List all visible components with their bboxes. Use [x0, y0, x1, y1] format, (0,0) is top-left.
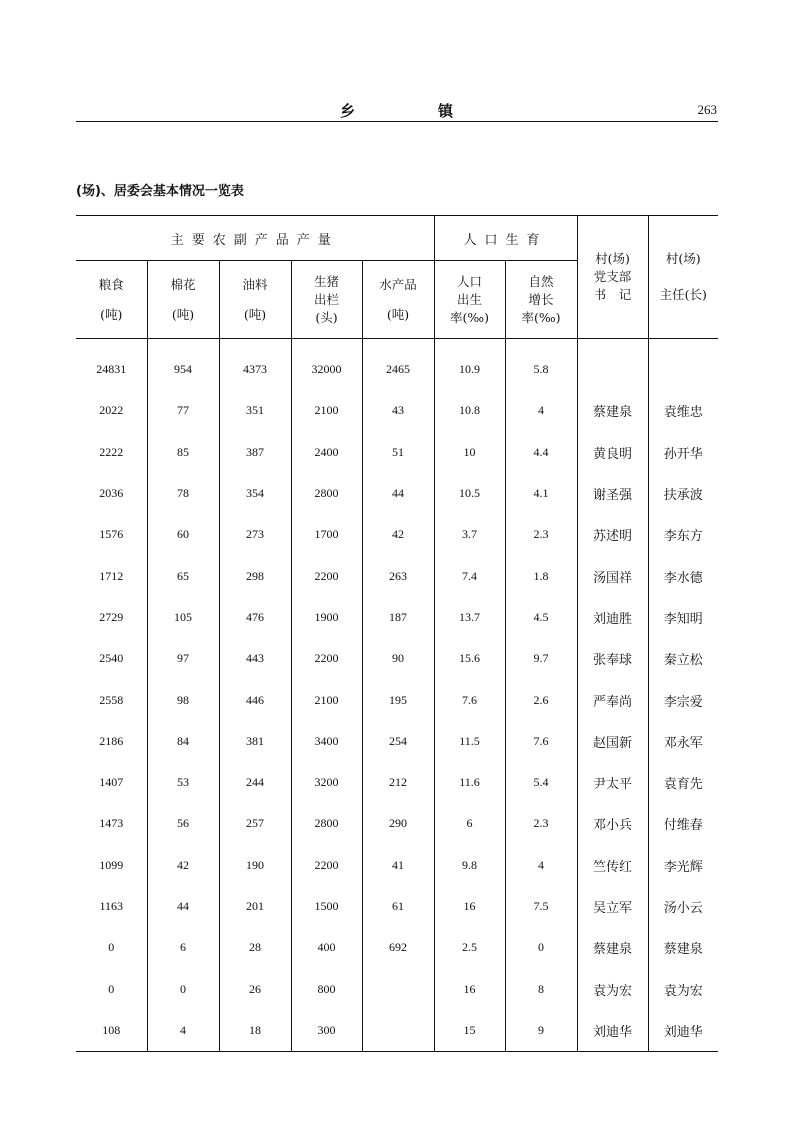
table-row: [76, 679, 718, 720]
col-header-aquatic: [362, 261, 434, 339]
cell-secretary: [577, 339, 648, 391]
cell-secretary: 竺传红: [577, 845, 648, 886]
cell-cotton: 6: [147, 927, 219, 968]
cell-cotton: 65: [147, 555, 219, 596]
cell-secretary: 刘迪华: [577, 1010, 648, 1052]
cell-hogs: 1500: [291, 886, 362, 927]
page-number: 263: [697, 102, 717, 117]
cell-grain: 2540: [76, 638, 147, 679]
group-header-population: 人口生育: [434, 216, 577, 261]
cell-birth-rate: 16: [434, 886, 505, 927]
cell-grain: 0: [76, 927, 147, 968]
cell-hogs: 300: [291, 1010, 362, 1052]
table-row: [76, 1010, 718, 1052]
cell-cotton: 85: [147, 432, 219, 473]
cell-hogs: 2800: [291, 473, 362, 514]
cell-grain: 1576: [76, 514, 147, 555]
header-director-line1: 村(场): [665, 251, 701, 266]
cell-cotton: 44: [147, 886, 219, 927]
cell-oil: 190: [219, 845, 291, 886]
cell-grain: 0: [76, 968, 147, 1009]
cell-aquatic: [362, 968, 434, 1009]
cell-birth-rate: 16: [434, 968, 505, 1009]
cell-director: 李东方: [663, 529, 703, 545]
cell-director: 李宗爱: [663, 694, 703, 710]
cell-aquatic: [362, 1010, 434, 1052]
cell-director: 秦立松: [663, 653, 703, 669]
cell-director: 孙开华: [663, 446, 703, 462]
cell-director: 汤小云: [663, 901, 703, 916]
col-header-birth-rate: [434, 261, 505, 339]
cell-director: 袁维忠: [663, 405, 703, 421]
col-oil-unit: (吨): [243, 306, 267, 322]
cell-director: 刘迪华: [663, 1024, 703, 1040]
cell-oil: 351: [219, 390, 291, 431]
table-row: [76, 762, 718, 803]
village-statistics-table: [76, 215, 718, 1052]
cell-oil: 381: [219, 721, 291, 762]
cell-birth-rate: 10.5: [434, 473, 505, 514]
cell-aquatic: 187: [362, 597, 434, 638]
cell-hogs: 400: [291, 927, 362, 968]
cell-birth-rate: 3.7: [434, 514, 505, 555]
col-grain-name: 粮食: [98, 276, 124, 292]
cell-growth-rate: 4: [505, 390, 577, 431]
cell-oil: 476: [219, 597, 291, 638]
cell-oil: 298: [219, 555, 291, 596]
cell-hogs: 3400: [291, 721, 362, 762]
cell-hogs: 3200: [291, 762, 362, 803]
col-hogs-line2: 出栏: [313, 291, 339, 307]
col-header-grain: [76, 261, 147, 339]
cell-birth-rate: 2.5: [434, 927, 505, 968]
cell-secretary: 蔡建泉: [577, 927, 648, 968]
cell-oil: 354: [219, 473, 291, 514]
cell-birth-rate: 15: [434, 1010, 505, 1052]
cell-hogs: 1700: [291, 514, 362, 555]
cell-secretary: 刘迪胜: [577, 597, 648, 638]
cell-oil: 257: [219, 803, 291, 844]
cell-secretary: 严奉尚: [577, 679, 648, 720]
cell-aquatic: 2465: [362, 339, 434, 391]
col-aquatic-name: 水产品: [379, 276, 417, 292]
cell-aquatic: 692: [362, 927, 434, 968]
cell-growth-rate: 9: [505, 1010, 577, 1052]
cell-oil: 28: [219, 927, 291, 968]
cell-hogs: 2200: [291, 845, 362, 886]
cell-grain: 24831: [76, 339, 147, 391]
table-row: [76, 638, 718, 679]
cell-oil: 446: [219, 679, 291, 720]
cell-secretary: 邓小兵: [577, 803, 648, 844]
cell-grain: 2558: [76, 679, 147, 720]
cell-cotton: 0: [147, 968, 219, 1009]
table-row: [76, 968, 718, 1009]
cell-cotton: 84: [147, 721, 219, 762]
cell-birth-rate: 7.6: [434, 679, 505, 720]
cell-oil: 387: [219, 432, 291, 473]
cell-cotton: 98: [147, 679, 219, 720]
col-hogs-unit: (头): [315, 309, 338, 325]
cell-hogs: 32000: [291, 339, 362, 391]
cell-birth-rate: 11.5: [434, 721, 505, 762]
cell-aquatic: 212: [362, 762, 434, 803]
table-title: (场)、居委会基本情况一览表: [76, 184, 244, 199]
cell-grain: 1099: [76, 845, 147, 886]
cell-growth-rate: 4.4: [505, 432, 577, 473]
cell-growth-rate: 2.6: [505, 679, 577, 720]
col-growth-line1: 自然: [528, 273, 554, 289]
table-row: [76, 390, 718, 431]
cell-cotton: 42: [147, 845, 219, 886]
table-row: [76, 597, 718, 638]
col-header-growth-rate: [505, 261, 577, 339]
cell-secretary: 蔡建泉: [577, 390, 648, 431]
cell-aquatic: 51: [362, 432, 434, 473]
cell-secretary: 吴立军: [577, 886, 648, 927]
cell-hogs: 2200: [291, 555, 362, 596]
cell-aquatic: 44: [362, 473, 434, 514]
cell-director: 付维春: [663, 818, 703, 834]
col-cotton-name: 棉花: [170, 276, 196, 292]
col-growth-line3: 率(‰): [521, 309, 561, 325]
cell-birth-rate: 10.8: [434, 390, 505, 431]
cell-aquatic: 42: [362, 514, 434, 555]
header-party-secretary: [577, 216, 648, 339]
col-hogs-line1: 生猪: [313, 273, 339, 289]
cell-oil: 26: [219, 968, 291, 1009]
cell-growth-rate: 1.8: [505, 555, 577, 596]
cell-growth-rate: 4: [505, 845, 577, 886]
cell-birth-rate: 10: [434, 432, 505, 473]
table-row: [76, 927, 718, 968]
cell-growth-rate: 7.5: [505, 886, 577, 927]
cell-grain: 1473: [76, 803, 147, 844]
cell-oil: 244: [219, 762, 291, 803]
col-header-oil: [219, 261, 291, 339]
cell-director: 邓永军: [663, 735, 703, 751]
cell-grain: 2729: [76, 597, 147, 638]
cell-oil: 201: [219, 886, 291, 927]
cell-secretary: 黄良明: [577, 432, 648, 473]
cell-grain: 2186: [76, 721, 147, 762]
cell-growth-rate: 2.3: [505, 803, 577, 844]
cell-oil: 4373: [219, 339, 291, 391]
table-row: [76, 514, 718, 555]
cell-cotton: 105: [147, 597, 219, 638]
cell-aquatic: 195: [362, 679, 434, 720]
cell-director: 袁为宏: [663, 983, 703, 999]
table-row: [76, 721, 718, 762]
cell-cotton: 78: [147, 473, 219, 514]
group-header-products: 主要农副产品产量: [76, 216, 434, 261]
cell-birth-rate: 9.8: [434, 845, 505, 886]
cell-growth-rate: 5.4: [505, 762, 577, 803]
cell-grain: 2222: [76, 432, 147, 473]
table-row: [76, 555, 718, 596]
cell-oil: 18: [219, 1010, 291, 1052]
col-aquatic-unit: (吨): [386, 306, 410, 322]
table-row: [76, 803, 718, 844]
cell-cotton: 954: [147, 339, 219, 391]
cell-cotton: 60: [147, 514, 219, 555]
cell-hogs: 2100: [291, 679, 362, 720]
col-growth-line2: 增长: [528, 291, 554, 307]
header-director: [648, 216, 718, 339]
cell-secretary: 张奉球: [577, 638, 648, 679]
cell-birth-rate: 7.4: [434, 555, 505, 596]
cell-director: 袁育先: [663, 777, 703, 793]
cell-growth-rate: 4.1: [505, 473, 577, 514]
cell-birth-rate: 10.9: [434, 339, 505, 391]
col-oil-name: 油料: [242, 276, 268, 292]
cell-hogs: 2100: [291, 390, 362, 431]
cell-secretary: 袁为宏: [577, 968, 648, 1009]
col-grain-unit: (吨): [100, 306, 123, 322]
cell-secretary: 苏述明: [577, 514, 648, 555]
cell-grain: 2036: [76, 473, 147, 514]
cell-grain: 1407: [76, 762, 147, 803]
cell-secretary: 汤国祥: [577, 555, 648, 596]
table-row: [76, 845, 718, 886]
cell-secretary: 谢圣强: [577, 473, 648, 514]
header-secretary-line3: 书 记: [593, 287, 632, 302]
col-header-cotton: [147, 261, 219, 339]
table-row: [76, 339, 718, 391]
running-header-title: 乡 镇: [339, 102, 487, 120]
cell-cotton: 56: [147, 803, 219, 844]
table-body: [76, 339, 718, 1052]
cell-birth-rate: 11.6: [434, 762, 505, 803]
cell-director: 李光辉: [663, 859, 703, 875]
cell-aquatic: 90: [362, 638, 434, 679]
cell-hogs: 2800: [291, 803, 362, 844]
cell-aquatic: 290: [362, 803, 434, 844]
cell-grain: 2022: [76, 390, 147, 431]
cell-secretary: 赵国新: [577, 721, 648, 762]
col-cotton-unit: (吨): [171, 306, 195, 322]
cell-grain: 1712: [76, 555, 147, 596]
cell-aquatic: 43: [362, 390, 434, 431]
cell-cotton: 4: [147, 1010, 219, 1052]
cell-cotton: 97: [147, 638, 219, 679]
cell-hogs: 2200: [291, 638, 362, 679]
cell-growth-rate: 0: [505, 927, 577, 968]
cell-director: [648, 339, 718, 391]
col-birth-line2: 出生: [456, 291, 482, 307]
cell-hogs: 1900: [291, 597, 362, 638]
cell-hogs: 800: [291, 968, 362, 1009]
table-row: [76, 473, 718, 514]
cell-aquatic: 41: [362, 845, 434, 886]
col-header-hogs: [291, 261, 362, 339]
cell-oil: 273: [219, 514, 291, 555]
cell-oil: 443: [219, 638, 291, 679]
header-secretary-line1: 村(场): [595, 251, 630, 266]
cell-growth-rate: 8: [505, 968, 577, 1009]
cell-birth-rate: 13.7: [434, 597, 505, 638]
cell-aquatic: 263: [362, 555, 434, 596]
cell-growth-rate: 7.6: [505, 721, 577, 762]
cell-hogs: 2400: [291, 432, 362, 473]
cell-grain: 108: [76, 1010, 147, 1052]
cell-growth-rate: 4.5: [505, 597, 577, 638]
header-director-line2: 主任(长): [659, 287, 707, 302]
cell-growth-rate: 2.3: [505, 514, 577, 555]
header-secretary-line2: 党支部: [593, 269, 632, 284]
cell-cotton: 53: [147, 762, 219, 803]
cell-growth-rate: 9.7: [505, 638, 577, 679]
cell-aquatic: 254: [362, 721, 434, 762]
cell-grain: 1163: [76, 886, 147, 927]
cell-aquatic: 61: [362, 886, 434, 927]
table-row: [76, 886, 718, 927]
cell-director: 李知明: [663, 611, 703, 627]
cell-birth-rate: 6: [434, 803, 505, 844]
cell-birth-rate: 15.6: [434, 638, 505, 679]
cell-director: 李水德: [663, 570, 703, 586]
cell-cotton: 77: [147, 390, 219, 431]
header-rule: [76, 121, 718, 122]
cell-director: 扶承波: [663, 488, 703, 504]
col-birth-line1: 人口: [456, 273, 482, 289]
cell-secretary: 尹太平: [577, 762, 648, 803]
cell-growth-rate: 5.8: [505, 339, 577, 391]
cell-director: 蔡建泉: [663, 942, 703, 958]
table-row: [76, 432, 718, 473]
col-birth-line3: 率(‰): [449, 309, 490, 325]
